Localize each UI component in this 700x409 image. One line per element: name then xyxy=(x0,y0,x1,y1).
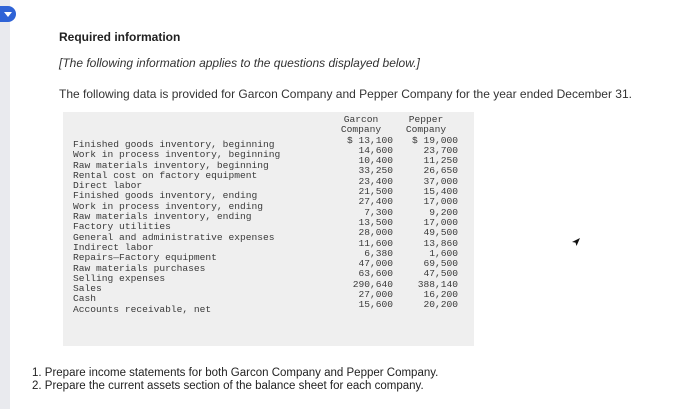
pepper-value: 69,500 xyxy=(423,258,458,270)
row-label: Repairs—Factory equipment xyxy=(73,252,217,264)
question-item: 2. Prepare the current assets section of the balance sheet for each company. xyxy=(32,380,424,392)
question-list xyxy=(32,367,438,393)
row-label: Direct labor xyxy=(73,180,143,192)
pepper-value: 17,000 xyxy=(423,216,458,228)
garcon-value: 290,640 xyxy=(352,278,393,290)
garcon-value: 47,000 xyxy=(358,258,393,270)
garcon-value: 27,400 xyxy=(358,196,393,208)
row-label: Raw materials inventory, ending xyxy=(73,211,252,223)
column-header: Company xyxy=(340,124,382,136)
column-header: Garcon xyxy=(343,114,379,125)
data-table xyxy=(63,112,474,346)
pepper-value: 20,200 xyxy=(423,299,458,311)
row-labels xyxy=(73,140,280,315)
garcon-value: 33,250 xyxy=(358,165,393,177)
pepper-value: 388,140 xyxy=(417,278,458,290)
garcon-value: 15,600 xyxy=(358,299,393,311)
left-rule xyxy=(0,0,10,409)
row-label: Raw materials purchases xyxy=(73,262,206,274)
garcon-value: 63,600 xyxy=(358,268,393,280)
row-label: Selling expenses xyxy=(73,272,166,284)
page-title: Required information xyxy=(59,30,181,44)
row-label: Indirect labor xyxy=(73,241,154,253)
pepper-value: $ 19,000 xyxy=(411,134,458,146)
pepper-value: 37,000 xyxy=(423,175,458,187)
row-label: Sales xyxy=(73,283,102,295)
row-label: Finished goods inventory, ending xyxy=(73,190,258,202)
garcon-value: 13,500 xyxy=(358,216,393,228)
column-header: Pepper xyxy=(408,114,444,125)
chevron-down-icon[interactable] xyxy=(0,6,16,22)
garcon-value: 28,000 xyxy=(358,227,393,239)
pepper-value: 13,860 xyxy=(423,237,458,249)
row-label: General and administrative expenses xyxy=(73,231,275,243)
pepper-value: 17,000 xyxy=(423,196,458,208)
question-item: 1. Prepare income statements for both Garcon Company and Pepper Company. xyxy=(32,367,439,379)
garcon-value: 6,380 xyxy=(364,247,393,259)
row-label: Factory utilities xyxy=(73,221,171,233)
row-label: Finished goods inventory, beginning xyxy=(73,139,275,150)
info-note: [The following information applies to the questions displayed below.] xyxy=(59,56,420,70)
pepper-value: 1,600 xyxy=(429,247,458,259)
garcon-column xyxy=(329,115,393,311)
pepper-value: 11,250 xyxy=(423,155,458,167)
garcon-value: 10,400 xyxy=(358,155,393,167)
garcon-value: 14,600 xyxy=(358,144,393,156)
row-label: Cash xyxy=(73,293,97,305)
pepper-value: 16,200 xyxy=(423,289,458,301)
garcon-value: 27,000 xyxy=(358,289,393,301)
pepper-value: 47,500 xyxy=(423,268,458,280)
garcon-value: $ 13,100 xyxy=(346,134,393,146)
row-label: Accounts receivable, net xyxy=(73,303,212,315)
row-label: Raw materials inventory, beginning xyxy=(73,159,269,171)
pepper-value: 49,500 xyxy=(423,227,458,239)
mouse-cursor-icon xyxy=(571,237,581,247)
pepper-column xyxy=(394,115,458,311)
row-label: Work in process inventory, ending xyxy=(73,200,263,212)
pepper-value: 15,400 xyxy=(423,186,458,198)
pepper-value: 23,700 xyxy=(423,144,458,156)
garcon-value: 21,500 xyxy=(358,186,393,198)
row-label: Work in process inventory, beginning xyxy=(73,149,281,161)
column-header: Company xyxy=(405,124,447,136)
pepper-value: 9,200 xyxy=(429,206,458,218)
pepper-value: 26,650 xyxy=(423,165,458,177)
row-label: Rental cost on factory equipment xyxy=(73,169,258,181)
garcon-value: 23,400 xyxy=(358,175,393,187)
intro-text: The following data is provided for Garcon Company and Pepper Company for the year ended December 31. xyxy=(59,87,632,101)
garcon-value: 11,600 xyxy=(358,237,393,249)
garcon-value: 7,300 xyxy=(364,206,393,218)
